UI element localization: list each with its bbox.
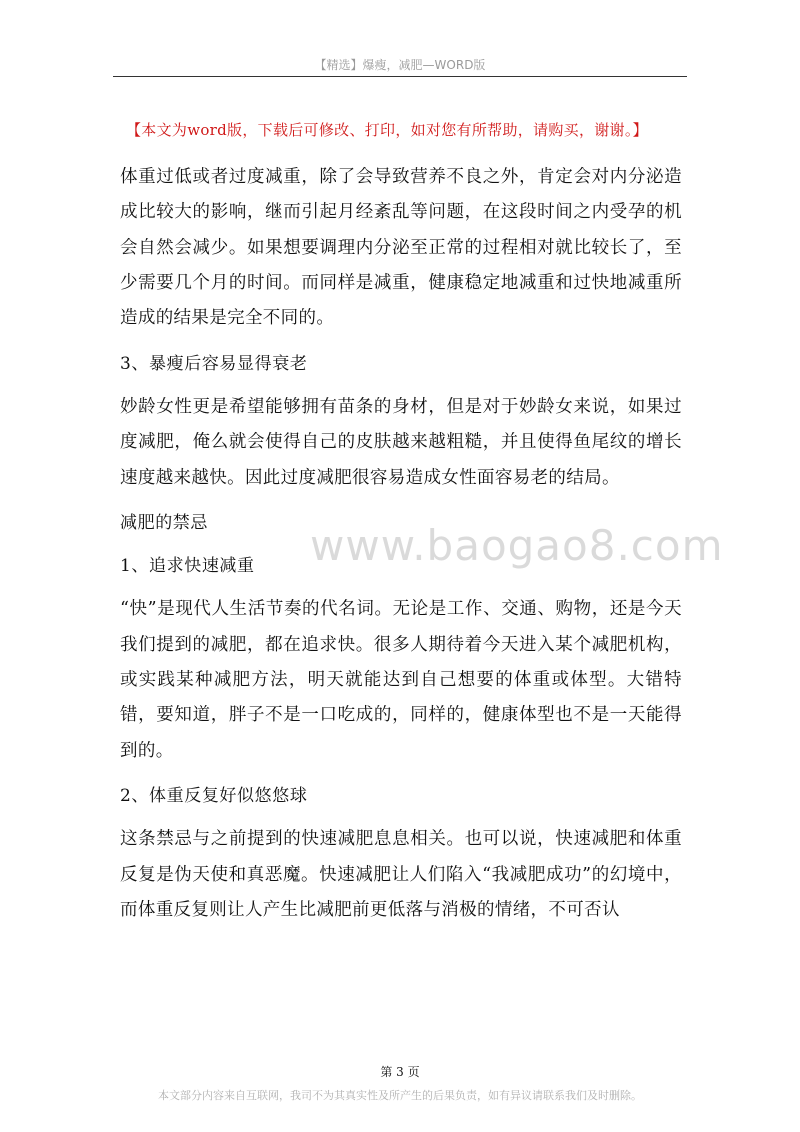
watermark: www.baogao8.com: [310, 521, 724, 570]
footer-disclaimer: 本文部分内容来自互联网，我司不为其真实性及所产生的后果负责，如有异议请联系我们及时删除。: [158, 1089, 642, 1102]
paragraph-yo-yo: 这条禁忌与之前提到的快速减肥息息相关。也可以说，快速减肥和体重反复是伪天使和真恶魔。快速减肥让人们陷入“我减肥成功”的幻境中，而体重反复则让人产生比减肥前更低落与消极的情绪，不可否认: [120, 829, 682, 920]
paragraph-aging: 妙龄女性更是希望能够拥有苗条的身材，但是对于妙龄女来说，如果过度减肥，俺么就会使得自己的皮肤越来越粗糙，并且使得鱼尾纹的增长速度越来越快。因此过度减肥很容易造成女性面容易老的结局。: [120, 396, 682, 488]
heading-fast-loss: 1、追求快速减重: [120, 556, 255, 577]
header-divider: [113, 76, 687, 77]
heading-aging: 3、暴瘦后容易显得衰老: [120, 353, 308, 374]
heading-yo-yo: 2、体重反复好似悠悠球: [120, 786, 308, 807]
heading-taboos: 减肥的禁忌: [120, 513, 208, 534]
document-body: [120, 160, 682, 939]
page-header-title: 【精选】爆瘦，减肥—WORD版: [314, 58, 486, 72]
page-number: 第 3 页: [380, 1065, 420, 1079]
paragraph-fast-loss: “快”是现代人生活节奏的代名词。无论是工作、交通、购物，还是今天我们提到的减肥，都在追求快。很多人期待着今天进入某个减肥机构，或实践某种减肥方法，明天就能达到自己想要的体重或体型。大错特错，要知道，胖子不是一口吃成的，同样的，健康体型也不是一天能得到的。: [120, 599, 682, 761]
word-version-notice: 【本文为word版，下载后可修改、打印，如对您有所帮助，请购买，谢谢。】: [126, 121, 648, 139]
paragraph-underweight-effects: 体重过低或者过度减重，除了会导致营养不良之外，肯定会对内分泌造成比较大的影响，继而引起月经紊乱等问题，在这段时间之内受孕的机会自然会减少。如果想要调理内分泌至正常的过程相对就比较长了，至少需要几个月的时间。而同样是减重，健康稳定地减重和过快地减重所造成的结果是完全不同的。: [120, 167, 682, 329]
